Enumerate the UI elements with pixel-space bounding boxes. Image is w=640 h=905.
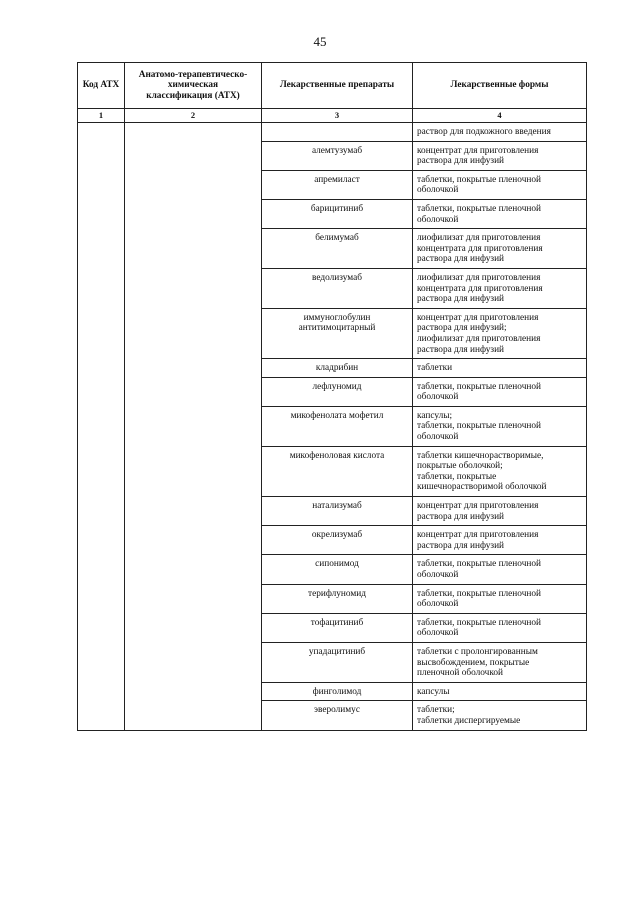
page-number: 45 [313, 34, 327, 49]
drug-name-cell: сипонимод [262, 555, 413, 584]
atx-classification-cell [125, 123, 262, 731]
header-drugs: Лекарственные препараты [262, 63, 413, 109]
dosage-form-cell: таблетки, покрытые пленочной оболочкой [413, 613, 587, 642]
drug-name-cell: апремиласт [262, 170, 413, 199]
drug-name-cell: барицитиниб [262, 199, 413, 228]
dosage-form-cell: лиофилизат для приготовления концентрата для приготовления раствора для инфузий [413, 229, 587, 269]
drug-name-cell: ведолизумаб [262, 268, 413, 308]
drug-name-cell: лефлуномид [262, 377, 413, 406]
dosage-form-cell: таблетки, покрытые пленочной оболочкой [413, 555, 587, 584]
drug-name-cell: кладрибин [262, 359, 413, 378]
dosage-form-cell: таблетки с пролонгированным высвобождением, покрытые пленочной оболочкой [413, 642, 587, 682]
dosage-form-cell: концентрат для приготовления раствора для инфузий [413, 141, 587, 170]
dosage-form-cell: таблетки; таблетки диспергируемые [413, 701, 587, 730]
drug-name-cell [262, 123, 413, 142]
table-body [78, 123, 587, 731]
drug-name-cell: натализумаб [262, 497, 413, 526]
column-number-row [78, 109, 587, 123]
dosage-form-cell: таблетки кишечнорастворимые, покрытые оболочкой; таблетки, покрытые кишечнорастворимой оболочкой [413, 446, 587, 496]
table-header-row [78, 63, 587, 109]
dosage-form-cell: таблетки, покрытые пленочной оболочкой [413, 199, 587, 228]
column-number: 1 [78, 109, 125, 123]
dosage-form-cell: капсулы; таблетки, покрытые пленочной оболочкой [413, 406, 587, 446]
dosage-form-cell: капсулы [413, 682, 587, 701]
dosage-form-cell: таблетки, покрытые пленочной оболочкой [413, 584, 587, 613]
drug-name-cell: эверолимус [262, 701, 413, 730]
drug-name-cell: микофеноловая кислота [262, 446, 413, 496]
drug-name-cell: алемтузумаб [262, 141, 413, 170]
dosage-form-cell: концентрат для приготовления раствора для инфузий [413, 526, 587, 555]
column-number: 4 [413, 109, 587, 123]
dosage-form-cell: раствор для подкожного введения [413, 123, 587, 142]
dosage-form-cell: концентрат для приготовления раствора для инфузий [413, 497, 587, 526]
drug-name-cell: терифлуномид [262, 584, 413, 613]
drug-name-cell: тофацитиниб [262, 613, 413, 642]
drug-name-cell: упадацитиниб [262, 642, 413, 682]
dosage-form-cell: таблетки, покрытые пленочной оболочкой [413, 170, 587, 199]
dosage-form-cell: таблетки [413, 359, 587, 378]
column-number: 2 [125, 109, 262, 123]
dosage-form-cell: таблетки, покрытые пленочной оболочкой [413, 377, 587, 406]
drug-name-cell: финголимод [262, 682, 413, 701]
dosage-form-cell: концентрат для приготовления раствора для инфузий; лиофилизат для приготовления раствора для инфузий [413, 308, 587, 358]
header-dosage-forms: Лекарственные формы [413, 63, 587, 109]
header-atx-classification: Анатомо-терапевтическо-химическая классификация (АТХ) [125, 63, 262, 109]
atx-table [77, 62, 587, 731]
column-number: 3 [262, 109, 413, 123]
table-row [78, 123, 587, 142]
header-code-atx: Код АТХ [78, 63, 125, 109]
drug-name-cell: белимумаб [262, 229, 413, 269]
dosage-form-cell: лиофилизат для приготовления концентрата для приготовления раствора для инфузий [413, 268, 587, 308]
drug-name-cell: окрелизумаб [262, 526, 413, 555]
code-atx-cell [78, 123, 125, 731]
drug-name-cell: микофенолата мофетил [262, 406, 413, 446]
drug-name-cell: иммуноглобулин антитимоцитарный [262, 308, 413, 358]
